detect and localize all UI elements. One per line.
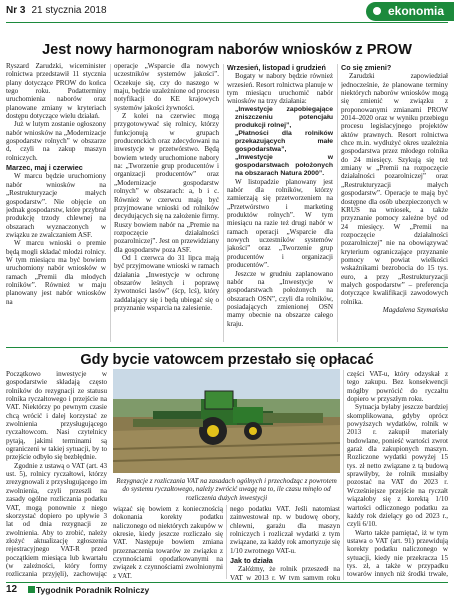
column-divider bbox=[223, 64, 224, 342]
list-item: • „Inwestycje w gospodarstwach położonych na obszarach Natura 2000”. bbox=[235, 154, 333, 178]
paragraph: operacje „Wsparcie dla nowych uczestników systemów jakości”. Oczekuje się, czy do naszego w maju, będzie uzależnione od procesu notyfikacji do KE krajowych systemów jakości żywności. bbox=[114, 62, 219, 112]
article-2-column-2 bbox=[113, 505, 223, 580]
section-dot-icon bbox=[373, 7, 381, 15]
measures-list bbox=[227, 106, 333, 178]
paragraph: Jeszcze w grudniu zaplanowano nabór na „Inwestycje w gospodarstwach położonych na obszarach OSN”, czyli dla rolników, posiadających zmienionej OSN mamy obecnie na obszarze całego kraju. bbox=[227, 269, 333, 328]
subheading: Marzec, maj i czerwiec bbox=[6, 163, 83, 173]
author-signature: Magdalena Szymańska bbox=[382, 305, 448, 314]
paragraph: nego podatku VAT. Jeśli natomiast zainwestował np. w budowę obory, chlewni, garażu dla maszyn rolniczych i rozliczał wydatki z tym związane, za każdy rok amortyzuje się 1/10 zwrotnego VAT-u. bbox=[230, 505, 340, 555]
page-number: 12 bbox=[6, 584, 18, 595]
article-1-column-4 bbox=[341, 62, 448, 344]
page-footer bbox=[6, 584, 448, 598]
paragraph: Ryszard Zarudzki, wiceminister rolnictwa przedstawił 11 stycznia plany dotyczące PROW do końca tego roku. Podatterminy uruchomienia naborów oraz planowane zmiany w kryteriach dostępu dotyczące wielu działań. bbox=[6, 62, 106, 121]
section-label: ekonomia bbox=[387, 4, 444, 18]
paragraph: Załóżmy, że rolnik przeszedł na VAT w 2013 r. W tym samym roku bbox=[230, 565, 340, 580]
list-item: • „Inwestycje zapobiegające zniszczeniu potencjału produkcji rolnej”, bbox=[235, 106, 333, 130]
article-2-column-4 bbox=[347, 370, 448, 580]
paragraph: Z kolei na czerwiec mogą przygotowywać się rolnicy, którzy funkcjonują w grupach producenckich oraz zdecydowani na inwestycje w przetwórstwo. Będą bowiem wtedy uruchomione nabory na: „Tworzenie grup producentów i organizacji producentów” oraz „Modernizacje gospodarstw rolnych” w obszarach: a, b i c. Również w czerwcu mają być przyjmowane wnioski od rolników decydujących się na założenie firmy. Ruszy bowiem nabór na „Premie na rozpoczęcie działalności pozarolniczej”. Jest on przewidziany dla gospodarstw poza ASF. bbox=[114, 112, 219, 254]
tractor-photo bbox=[113, 369, 340, 473]
paragraph: Warto także pamiętać, iż w tym ustawa o VAT (art. 91) przewidują korekty podatku naliczonego w sytuacji, kiedy nie przekracza 15 tys. zł, a także w przypadku towarów innych niż środki trwałe, bbox=[347, 528, 448, 579]
photo-caption: Rezygnacje z rozliczania VAT na zasadach ogólnych i przechodząc z powrotem do systemu ryczałtowego, należy zwrócić uwagę na to, ile czasu minęło od rozliczenia dużych inwestycji bbox=[116, 477, 337, 502]
subheading: Co się zmieni? bbox=[341, 63, 392, 72]
article-1-column-1 bbox=[6, 62, 106, 344]
paragraph: W marcu wnioski o premie będą mogli składać młodzi rolnicy. W tym miesiącu ma być bowiem uruchomiony nabór wniosków w ramach „Premii dla młodych rolników”. Również w maju planowany jest nabór wniosków na bbox=[6, 239, 106, 306]
paragraph: Już w lutym zostanie ogłoszony nabór wniosków na „Modernizacje gospodarstw rolnych” w obszarze d, czyli na zakup maszyn rolniczych. bbox=[6, 120, 106, 162]
header-rule bbox=[6, 22, 448, 23]
paragraph: Od 1 czerwca do 31 lipca mają być przyjmowane wnioski w ramach działania „Inwestycje w ochronę obszarów leśnych i poprawę żywotności lasów” (ścp, lcś), który zaddalający się i będą ubiegać się o przyznanie wsparcia na zalesienie. bbox=[114, 253, 219, 312]
paragraph: Bogaty w nabory będzie również wrzesień. Resort rolnictwa planuje w tym miesiącu uruchomić nabór wniosków na trzy działania: bbox=[227, 72, 333, 106]
paragraph: części VAT-u, który odzyskał z tego zakupu. Bez konsekwencji mógłby powrócić do ryczałtu dopiero w przyszłym roku. bbox=[347, 370, 448, 404]
column-divider bbox=[110, 64, 111, 342]
issue-info bbox=[6, 5, 107, 16]
issue-date: 21 stycznia 2018 bbox=[31, 5, 107, 16]
article-1-title: Jest nowy harmonogram naborów wniosków z PROW bbox=[42, 42, 412, 58]
article-1-column-3 bbox=[227, 62, 333, 344]
issue-number: Nr 3 bbox=[6, 5, 26, 16]
article-2-column-1 bbox=[6, 370, 107, 580]
article-2-column-3 bbox=[230, 505, 340, 580]
article-2-title: Gdy bycie vatowcem przestało się opłacać bbox=[80, 352, 374, 368]
section-tab bbox=[366, 2, 454, 21]
column-divider bbox=[226, 505, 227, 579]
paragraph: wiązać się bowiem z koniecznością dokonania korekty podatku naliczonego od niektórych zakupów w okresie, kiedy jeszcze rozliczało się VAT. Następuje bowiem zmiana przeznaczenia towarów ze związku z czynnościami opodatkowanymi na związek z czynnościami zwolnionymi z VAT. bbox=[113, 505, 223, 580]
paragraph: W listopadzie planowany jest nabór dla rolników, którzy zamierzają się przetworzeniem na „Przetwórstwo i marketing produktów rolnych”. W tym miesiącu na razie też drugi nabór w ramach operacji „Wsparcie dla nowych uczestników systemów jakości” oraz „Tworzenie grup producentów i organizacji producentów”. bbox=[227, 177, 333, 270]
brand-square-icon bbox=[28, 586, 35, 593]
paragraph: Sytuacja byłaby jeszcze bardziej skomplikowana, gdyby oprócz powyższych wydatków, rolnik w 2013 r. zakupił materiały budowlane, ponieść wartości zwrot garaż dla zakupionych maszyn. Rozliczone wydatki powyżej 15 tys. zł netto związane z tą budową sprawiłyby, że rolnik musiałby pozostać na VAT do 2023 r. Wcześniejsze przejście na ryczałt wiązałoby się z korektą 1/10 wartości odliczonego podatku za każdy rok dzielący go od 2023 r., czyli 6/10. bbox=[347, 403, 448, 529]
footer-rule bbox=[6, 582, 448, 583]
paragraph: Zarudzki zapowiedział jednocześnie, że planowane terminy niektórych naborów wniosków mogą się zmienić w związku z proponowanymi zmianami PROW 2014–2020 oraz w wyniku przebiegu procesu legislacyjnego projektów aktów prawnych. Resort rolnictwa chce m.in. wydłużyć okres uzależnia gospodarstwa przez młodego rolnika do 24 miesięcy. Szykują się też zmiany w „Premii na rozpoczęcie działalności pozarolniczej” oraz „Restrukturyzacji małych gospodarstw”. Operacje te mają być dostępne dla osób ubezpieczonych w KRUS na wniosek, a także przyznanie pomocy zależne być od 24 miesięcy. W „Premii na rozpoczęcie działalności pozarolniczej” nie na obowiązywać kryterium ograniczające przyznanie pomocy w powiat wielkości wskaźnikami bezrobocia do 15 tys. euro, a przy „Restrukturyzacji małych gospodarstw” – preferencja dotyczące kwalifikacji zawodowych rolnika. bbox=[341, 72, 448, 306]
article-divider bbox=[6, 347, 448, 348]
list-item: • „Płatności dla rolników przekazujących małe gospodarstwa”, bbox=[235, 130, 333, 154]
subheading: Wrzesień, listopad i grudzień bbox=[227, 63, 326, 72]
column-divider bbox=[343, 370, 344, 580]
paragraph: Zgodnie z ustawą o VAT (art. 43 ust. 5), rolnicy ryczałtowi, którzy zrezygnowali z przysługującego im zwolnienia, czyli przeszli na zasady ogólne rozliczania podatku VAT, mogą ponownie z niego skorzystać dopiero po upływie 3 lat od dnia rezygnacji ze zwolnienia. Aby to zrobić, należy złożyć aktualizację zgłoszenia rejestracyjnego VAT-R przed początkiem miesiąca lub kwartału (w zależności, który formy rozliczania przyjęli), zachowując bbox=[6, 461, 107, 579]
subheading: Jak to działa bbox=[230, 556, 273, 566]
paragraph: W marcu będzie uruchomiony nabór wniosków na „Restrukturyzacje małych gospodarstw”. Nie objęcie on jednak gospodarstw, które przybrał produkcję trzody chlewnej na obszarach wyznaczonych w związku ze zwalczaniem ASF. bbox=[6, 172, 106, 239]
column-divider bbox=[337, 64, 338, 342]
article-1-column-2 bbox=[114, 62, 219, 344]
paragraph: Początkowo inwestycje w gospodarstwie składają często rolników do rezygnacji ze statusu rolnika ryczałtowego i przejście na VAT. Niektórzy po pewnym czasie chcą wrócić i dalej korzystać ze zwolnienia przysługującego ryczałtowcom. Nasi czytelnicy pytają, jakimi terminami są ograniczeni w takiej sytuacji, by to przejście odbyło się bezbłędnie. bbox=[6, 370, 107, 462]
publication-name: Tygodnik Poradnik Rolniczy bbox=[28, 585, 149, 595]
page-header bbox=[0, 0, 454, 22]
